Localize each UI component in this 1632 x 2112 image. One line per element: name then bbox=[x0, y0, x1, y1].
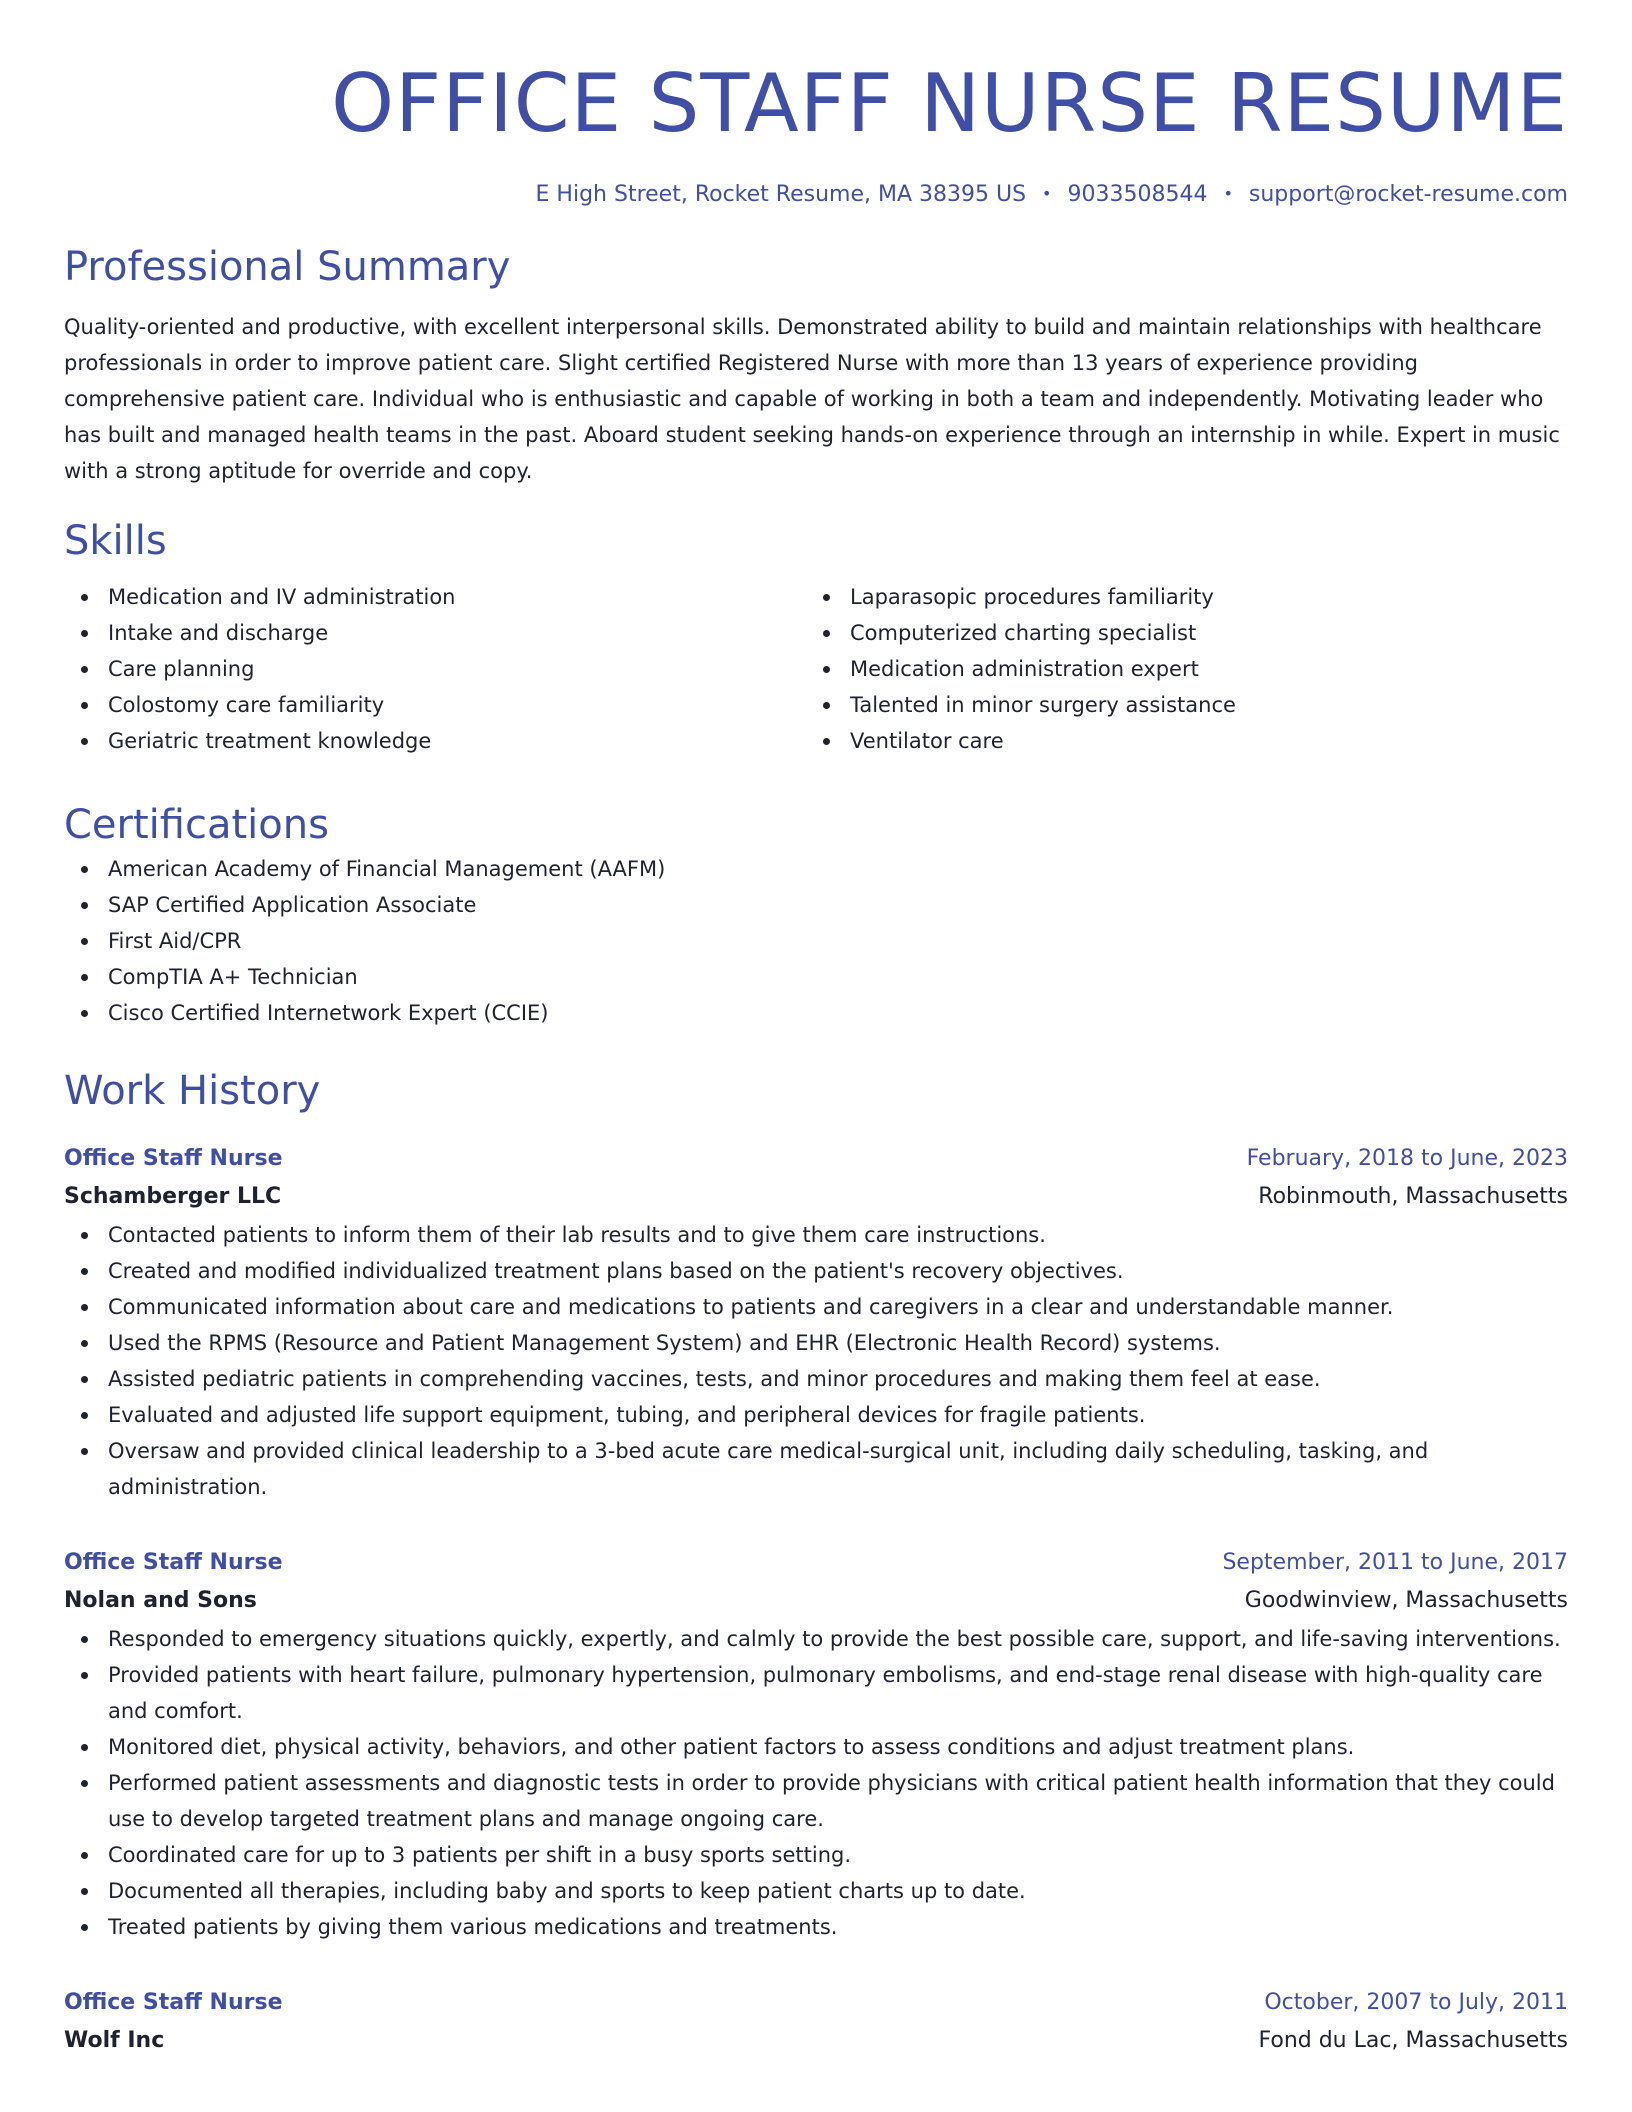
job-entry bbox=[64, 1545, 1568, 1945]
job-duty-item: Documented all therapies, including baby and sports to keep patient charts up to date. bbox=[64, 1873, 1568, 1909]
job-header-row bbox=[64, 1545, 1568, 1581]
skill-item: Computerized charting specialist bbox=[806, 615, 1548, 651]
skill-item: Medication and IV administration bbox=[64, 579, 806, 615]
job-duty-item: Monitored diet, physical activity, behaviors, and other patient factors to assess conditions and adjust treatment plans. bbox=[64, 1729, 1568, 1765]
skills-grid bbox=[64, 579, 1568, 759]
skills-list-left bbox=[64, 579, 806, 759]
skills-section bbox=[64, 515, 1568, 759]
job-duty-item: Created and modified individualized treatment plans based on the patient's recovery objectives. bbox=[64, 1253, 1568, 1289]
section-heading-certifications: Certifications bbox=[64, 802, 329, 848]
section-heading-work-history: Work History bbox=[64, 1068, 321, 1114]
job-header-row bbox=[64, 1141, 1568, 1177]
contact-address: E High Street, Rocket Resume, MA 38395 US bbox=[535, 182, 1027, 207]
job-company: Wolf Inc bbox=[64, 2028, 165, 2053]
certification-item: American Academy of Financial Management (AAFM) bbox=[64, 851, 1568, 887]
contact-phone: 9033508544 bbox=[1067, 182, 1208, 207]
contact-separator: • bbox=[1223, 184, 1233, 203]
job-duty-item: Assisted pediatric patients in comprehending vaccines, tests, and minor procedures and making them feel at ease. bbox=[64, 1361, 1568, 1397]
skills-list-right bbox=[806, 579, 1548, 759]
job-entry bbox=[64, 1985, 1568, 2061]
job-company: Schamberger LLC bbox=[64, 1184, 282, 1209]
job-duty-item: Performed patient assessments and diagnostic tests in order to provide physicians with critical patient health information that they could use to develop targeted treatment plans and manage ongoing care. bbox=[64, 1765, 1568, 1837]
job-duty-item: Evaluated and adjusted life support equipment, tubing, and peripheral devices for fragile patients. bbox=[64, 1397, 1568, 1433]
job-company-row bbox=[64, 1177, 1568, 1217]
certification-item: Cisco Certified Internetwork Expert (CCIE) bbox=[64, 995, 1568, 1031]
job-duty-item: Communicated information about care and medications to patients and caregivers in a clear and understandable manner. bbox=[64, 1289, 1568, 1325]
job-duty-item: Responded to emergency situations quickly, expertly, and calmly to provide the best possible care, support, and life-saving interventions. bbox=[64, 1621, 1568, 1657]
job-dates: October, 2007 to July, 2011 bbox=[1264, 1990, 1568, 2015]
job-duty-item: Oversaw and provided clinical leadership to a 3-bed acute care medical-surgical unit, including daily scheduling, tasking, and administration. bbox=[64, 1433, 1568, 1505]
job-duties-list bbox=[64, 1217, 1568, 1505]
skill-item: Geriatric treatment knowledge bbox=[64, 723, 806, 759]
certification-item: SAP Certified Application Associate bbox=[64, 887, 1568, 923]
job-title: Office Staff Nurse bbox=[64, 1990, 283, 2015]
skill-item: Colostomy care familiarity bbox=[64, 687, 806, 723]
job-entry bbox=[64, 1141, 1568, 1505]
job-duty-item: Contacted patients to inform them of their lab results and to give them care instructions. bbox=[64, 1217, 1568, 1253]
section-heading-skills: Skills bbox=[64, 518, 167, 564]
job-title: Office Staff Nurse bbox=[64, 1550, 283, 1575]
job-company-row bbox=[64, 2021, 1568, 2061]
certifications-list bbox=[64, 851, 1568, 1031]
job-company: Nolan and Sons bbox=[64, 1588, 257, 1613]
skill-item: Laparasopic procedures familiarity bbox=[806, 579, 1548, 615]
job-duty-item: Treated patients by giving them various medications and treatments. bbox=[64, 1909, 1568, 1945]
job-header-row bbox=[64, 1985, 1568, 2021]
skill-item: Ventilator care bbox=[806, 723, 1548, 759]
job-dates: February, 2018 to June, 2023 bbox=[1246, 1146, 1568, 1171]
job-duty-item: Used the RPMS (Resource and Patient Management System) and EHR (Electronic Health Record) systems. bbox=[64, 1325, 1568, 1361]
section-heading-summary: Professional Summary bbox=[64, 244, 511, 290]
job-dates: September, 2011 to June, 2017 bbox=[1222, 1550, 1568, 1575]
work-history-section bbox=[64, 1065, 1568, 2061]
skill-item: Care planning bbox=[64, 651, 806, 687]
job-duty-item: Provided patients with heart failure, pulmonary hypertension, pulmonary embolisms, and end-stage renal disease with high-quality care and comfort. bbox=[64, 1657, 1568, 1729]
skills-column-right bbox=[806, 579, 1548, 759]
certification-item: CompTIA A+ Technician bbox=[64, 959, 1568, 995]
summary-text: Quality-oriented and productive, with excellent interpersonal skills. Demonstrated ability to build and maintain relationships with healthcare professionals in order to improve patient care. Slight certified Registered Nurse with more than 13 years of experience providing comprehensive patient care. Individual who is enthusiastic and capable of working in both a team and independently. Motivating leader who has built and managed health teams in the past. Aboard student seeking hands-on experience through an internship in while. Expert in music with a strong aptitude for override and copy. bbox=[64, 315, 1560, 483]
skill-item: Intake and discharge bbox=[64, 615, 806, 651]
job-location: Goodwinview, Massachusetts bbox=[1244, 1588, 1568, 1613]
skill-item: Medication administration expert bbox=[806, 651, 1548, 687]
job-title: Office Staff Nurse bbox=[64, 1146, 283, 1171]
job-location: Fond du Lac, Massachusetts bbox=[1258, 2028, 1568, 2053]
resume-page bbox=[64, 0, 1568, 2061]
contact-email: support@rocket-resume.com bbox=[1248, 182, 1568, 207]
contact-separator: • bbox=[1042, 184, 1052, 203]
job-duty-item: Coordinated care for up to 3 patients per shift in a busy sports setting. bbox=[64, 1837, 1568, 1873]
skills-column-left bbox=[64, 579, 806, 759]
job-duties-list bbox=[64, 1621, 1568, 1945]
certification-item: First Aid/CPR bbox=[64, 923, 1568, 959]
resume-title: OFFICE STAFF NURSE RESUME bbox=[331, 57, 1568, 150]
job-company-row bbox=[64, 1581, 1568, 1621]
job-location: Robinmouth, Massachusetts bbox=[1258, 1184, 1568, 1209]
skill-item: Talented in minor surgery assistance bbox=[806, 687, 1548, 723]
certifications-section bbox=[64, 799, 1568, 1031]
professional-summary-section bbox=[64, 241, 1568, 489]
contact-line bbox=[64, 178, 1568, 211]
